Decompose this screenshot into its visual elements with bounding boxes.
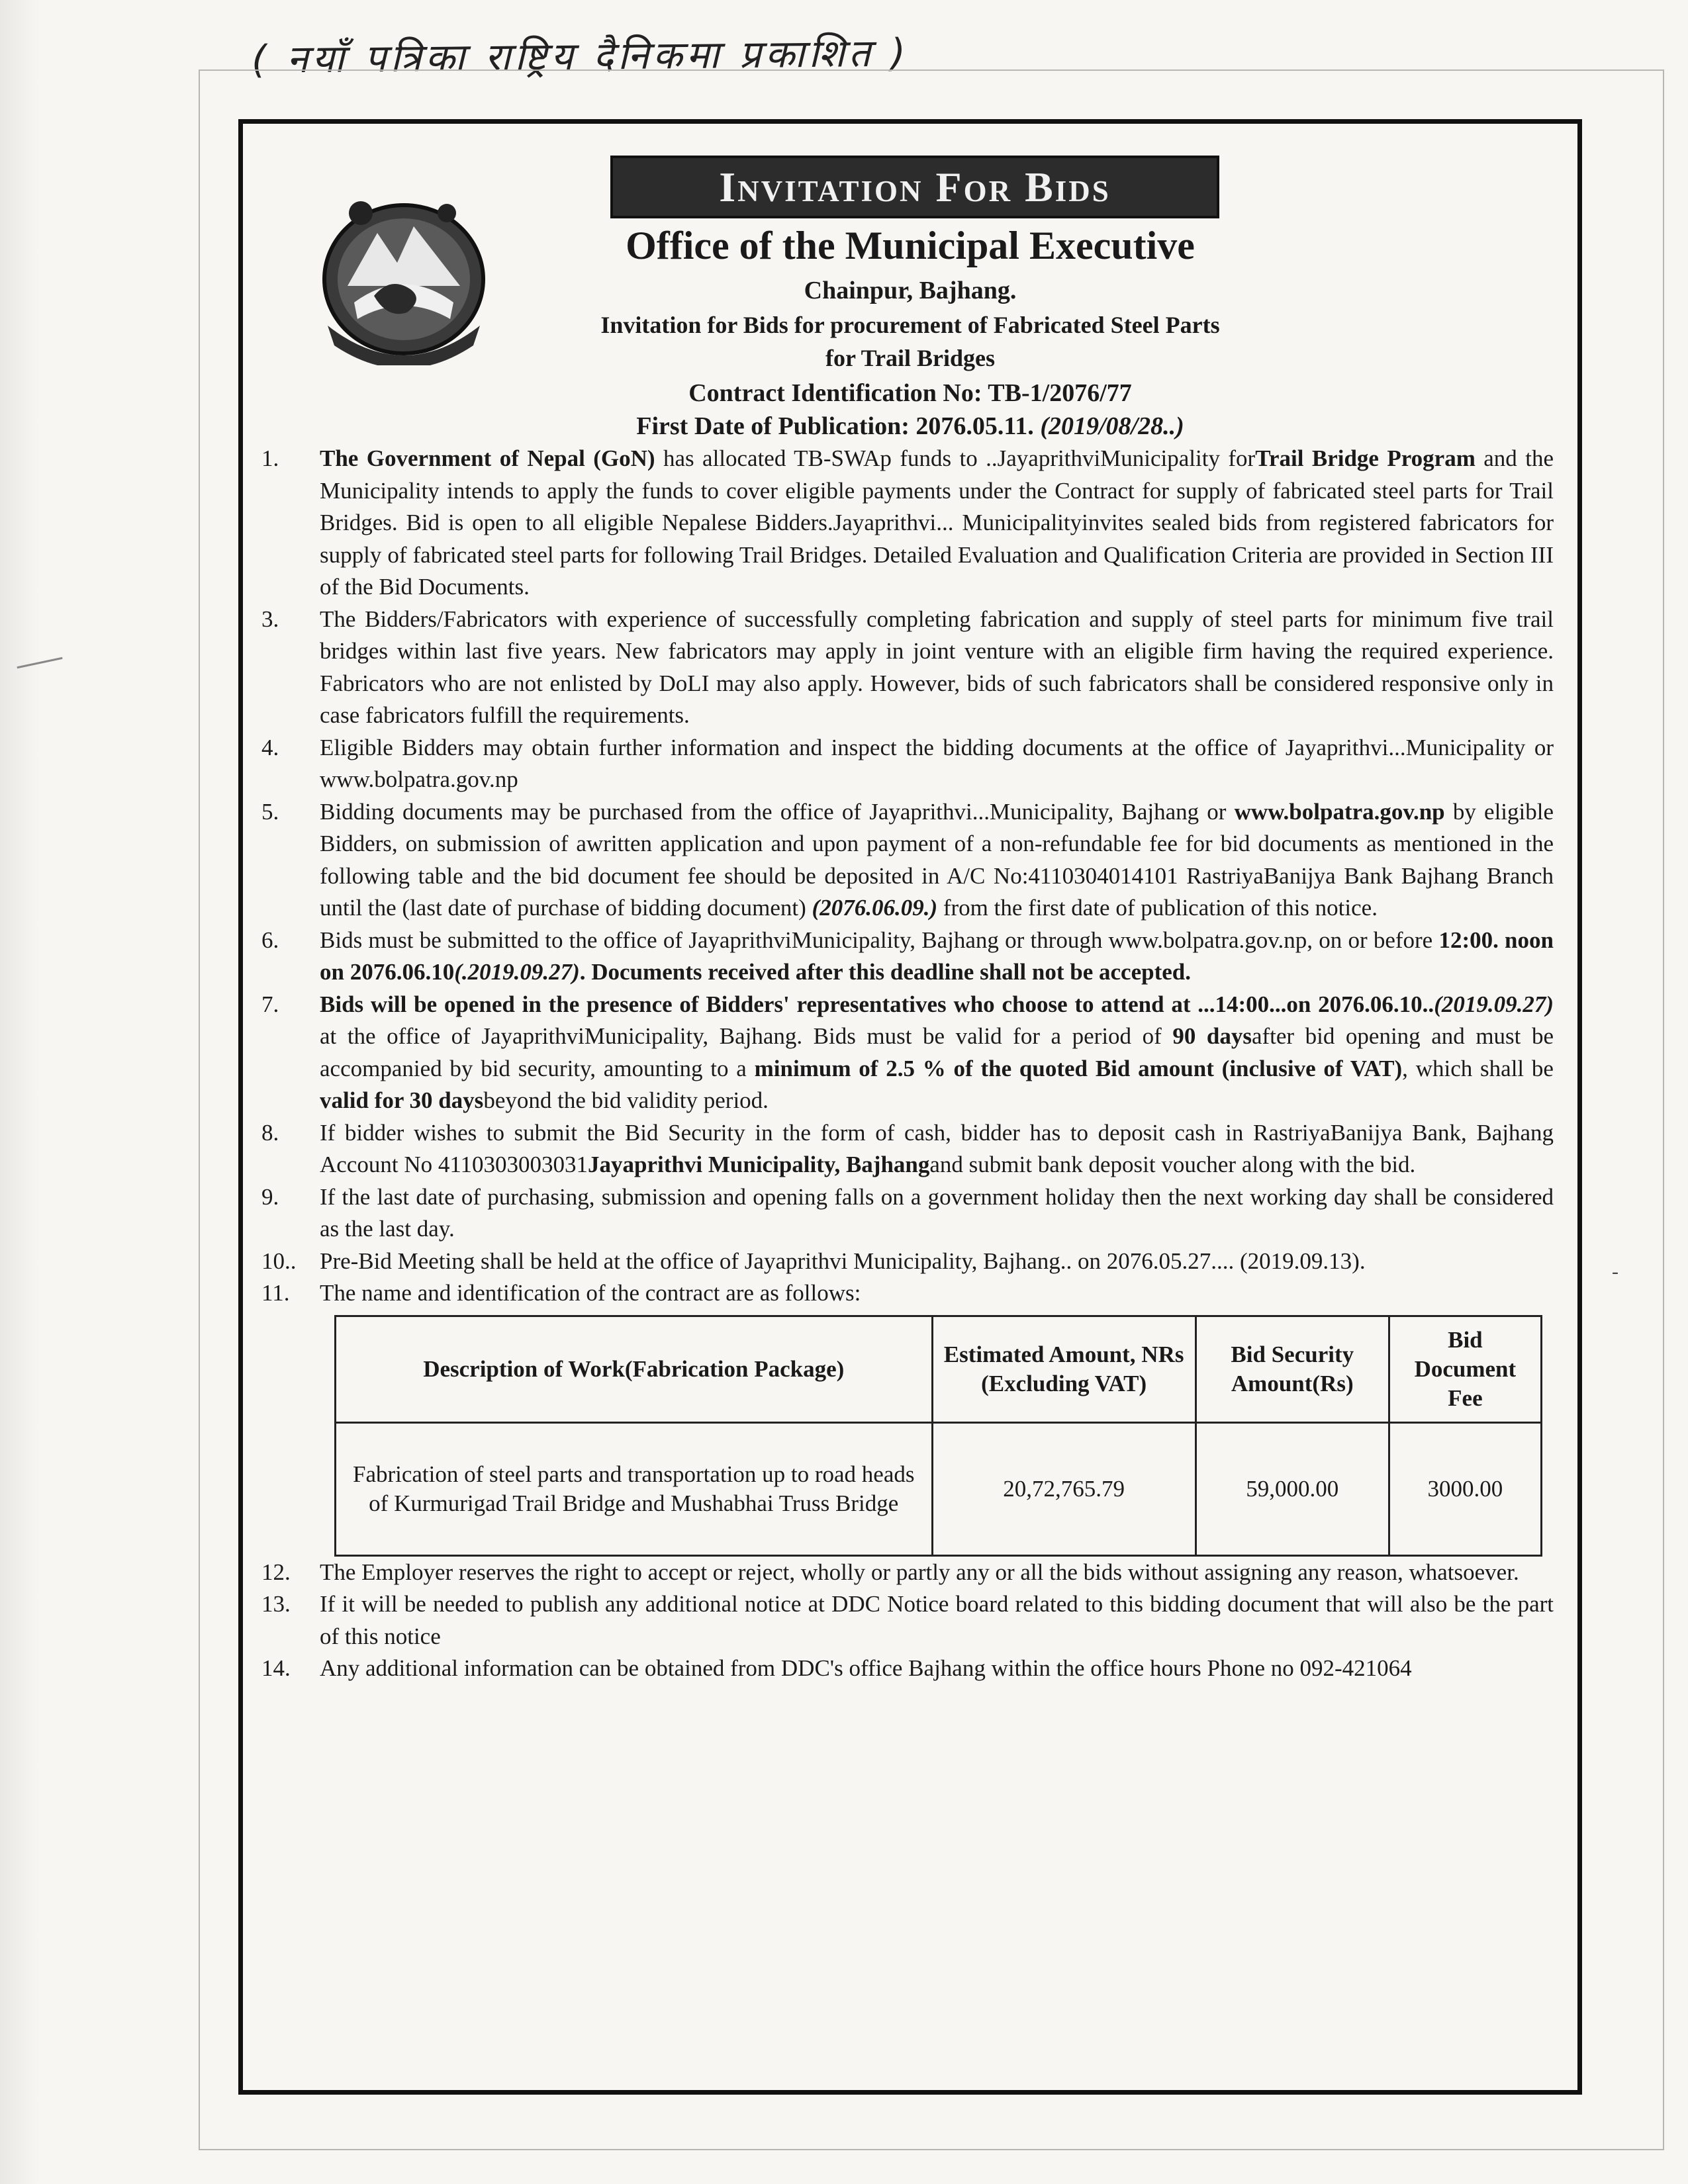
item-number: 10.. (261, 1248, 297, 1274)
item-span: beyond the bid validity period. (483, 1087, 769, 1113)
item-bold: www.bolpatra.gov.np (1234, 798, 1445, 825)
list-item (256, 443, 1554, 604)
item-span: , which shall be (1402, 1055, 1554, 1081)
item-bold: Jayaprithvi Municipality, Bajhang (588, 1152, 930, 1177)
contract-table (334, 1315, 1542, 1557)
table-header: Estimated Amount, NRs (Excluding VAT) (932, 1316, 1196, 1422)
item-text: If it will be needed to publish any additional notice at DDC Notice board related to this bidding document that will also be the part of this notice (320, 1591, 1554, 1649)
item-span: If bidder wishes to submit the Bid Security in the form of cash, bidder has to deposit cash in RastriyaBanijya Bank, Bajhang Account No 4110303003031 (320, 1119, 1554, 1177)
list-item (256, 1653, 1554, 1685)
item-text: The Employer reserves the right to accept or reject, wholly or partly any or all the bids without assigning any reason, whatsoever. (320, 1559, 1519, 1585)
item-text: If the last date of purchasing, submission and opening falls on a government holiday then the next working day shall be considered as the last day. (320, 1183, 1554, 1242)
item-number: 9. (261, 1183, 279, 1210)
list-item (256, 925, 1554, 989)
item-text: The Bidders/Fabricators with experience of successfully completing fabrication and supply of steel parts for minimum five trail bridges within last five years. New fabricators may apply in joint venture with an eligible firm having the required experience. Fabricators who are not enlisted by DoLI may also apply. However, bids of such fabricators shall be considered responsive only in case fabricators fulfill the requirements. (320, 606, 1554, 728)
item-span: and the Municipality intends to apply the funds to cover eligible payments under the Contract for supply of fabricated steel parts for Trail Bridges. Bid is open to all eligible Nepalese Bidders.Jayaprithvi... Municipalityinvites sealed bids from registered fabricators for supply of fabricated steel parts for following Trail Bridges. Detailed Evaluation and Qualification Criteria are provided in Section III of the Bid Documents. (320, 445, 1554, 600)
item-span: from the first date of publication of this notice. (937, 895, 1378, 921)
item-bold-italic: (2019.09.27) (1434, 991, 1554, 1017)
list-item (256, 1181, 1554, 1246)
table-cell: 59,000.00 (1196, 1422, 1389, 1555)
scan-edge (0, 0, 40, 2184)
list-item (256, 604, 1554, 732)
item-text (320, 1117, 1554, 1181)
item-bold: 90 days (1172, 1023, 1252, 1049)
item-span: has allocated TB-SWAp funds to ..JayaprithviMunicipality for (655, 445, 1256, 471)
first-publication (243, 412, 1577, 441)
item-text: The name and identification of the contract are as follows: (320, 1280, 861, 1306)
list-item (256, 989, 1554, 1117)
list-item (256, 1277, 1554, 1310)
item-number: 7. (261, 991, 279, 1017)
item-span: Bids must be submitted to the office of JayaprithviMunicipality, Bajhang or through www.bolpatra.gov.np, on or before (320, 927, 1439, 953)
item-text (320, 989, 1554, 1117)
item-number: 4. (261, 734, 279, 760)
item-text (320, 796, 1554, 925)
invitation-banner (610, 156, 1219, 218)
list-item (256, 796, 1554, 925)
invitation-line-1: Invitation for Bids for procurement of Fabricated Steel Parts (600, 312, 1220, 338)
list-item (256, 732, 1554, 796)
handwritten-note: ( नयाँ पत्रिका राष्ट्रिय दैनिकमा प्रकाशित ) (251, 30, 910, 82)
item-number: 6. (261, 927, 279, 953)
list-item (256, 1557, 1554, 1589)
item-span: and submit bank deposit voucher along with the bid. (929, 1152, 1416, 1177)
table-cell: 20,72,765.79 (932, 1422, 1196, 1555)
item-text: Any additional information can be obtained from DDC's office Bajhang within the office hours Phone no 092-421064 (320, 1655, 1412, 1681)
item-bold: The Government of Nepal (GoN) (320, 445, 655, 471)
item-number: 14. (261, 1655, 291, 1681)
item-number: 1. (261, 445, 279, 471)
office-place: Chainpur, Bajhang. (804, 277, 1017, 304)
item-bold: ...14:00...on 2076.06.10.. (1197, 991, 1434, 1017)
item-span: Bidding documents may be purchased from the office of Jayaprithvi...Municipality, Bajhang or (320, 798, 1235, 825)
margin-mark: - (1612, 1261, 1618, 1283)
item-bold-italic: (2076.06.09.) (812, 895, 938, 921)
item-bold: . Documents received after this deadline shall not be accepted. (579, 959, 1191, 985)
item-text (320, 925, 1554, 989)
list-item (256, 1117, 1554, 1181)
item-span: at the office of JayaprithviMunicipality, Bajhang. Bids must be valid for a period of (320, 1023, 1173, 1049)
item-bold: 12:00. noon on 2076.06.10 (320, 927, 1554, 985)
item-number: 11. (261, 1280, 290, 1306)
table-row (336, 1422, 1542, 1555)
item-span: after bid opening and must be accompanied by bid security, amounting to a (320, 1023, 1554, 1081)
item-bold: Bids will be opened in the presence of Bidders' representatives who choose to attend at (320, 991, 1198, 1017)
first-publication-ad: (2019/08/28..) (1040, 412, 1184, 440)
item-bold: Trail Bridge Program (1255, 445, 1476, 471)
table-header: Bid Security Amount(Rs) (1196, 1316, 1389, 1422)
item-number: 8. (261, 1119, 279, 1146)
table-header: Bid Document Fee (1389, 1316, 1541, 1422)
item-number: 13. (261, 1591, 291, 1617)
item-bold: minimum of 2.5 % of the quoted Bid amount (inclusive of VAT) (754, 1055, 1403, 1081)
table-cell: 3000.00 (1389, 1422, 1541, 1555)
invitation-line-2: for Trail Bridges (825, 345, 995, 371)
item-text: Pre-Bid Meeting shall be held at the office of Jayaprithvi Municipality, Bajhang.. on 2076.05.27.... (2019.09.13). (320, 1248, 1366, 1274)
office-title: Office of the Municipal Executive (626, 224, 1195, 267)
item-span: by eligible Bidders, on submission of awritten application and upon payment of a non-refundable fee for bid documents as mentioned in the following table and the bid document fee should be deposited in A/C No:4110304014101 RastriyaBanijya Bank Bajhang Branch until the (last date of purchase of bidding document) (320, 798, 1554, 921)
first-publication-label: First Date of Publication: 2076.05.11. (636, 412, 1034, 440)
table-header-row (336, 1316, 1542, 1422)
table-header: Description of Work(Fabrication Package) (336, 1316, 933, 1422)
list-item (256, 1246, 1554, 1278)
contract-id: Contract Identification No: TB-1/2076/77 (688, 379, 1132, 407)
notice-items (256, 443, 1554, 1685)
item-text: Eligible Bidders may obtain further information and inspect the bidding documents at the office of Jayaprithvi...Municipality or www.bolpatra.gov.np (320, 734, 1554, 792)
item-number: 5. (261, 798, 279, 825)
item-text (320, 443, 1554, 604)
banner-title: Invitation For Bids (719, 163, 1111, 210)
item-bold-italic: (.2019.09.27) (454, 959, 580, 985)
item-number: 12. (261, 1559, 291, 1585)
table-cell: Fabrication of steel parts and transportation up to road heads of Kurmurigad Trail Bridge and Mushabhai Truss Bridge (336, 1422, 933, 1555)
item-bold: valid for 30 days (320, 1087, 484, 1113)
list-item (256, 1588, 1554, 1653)
notice-frame (238, 119, 1582, 2095)
item-number: 3. (261, 606, 279, 632)
